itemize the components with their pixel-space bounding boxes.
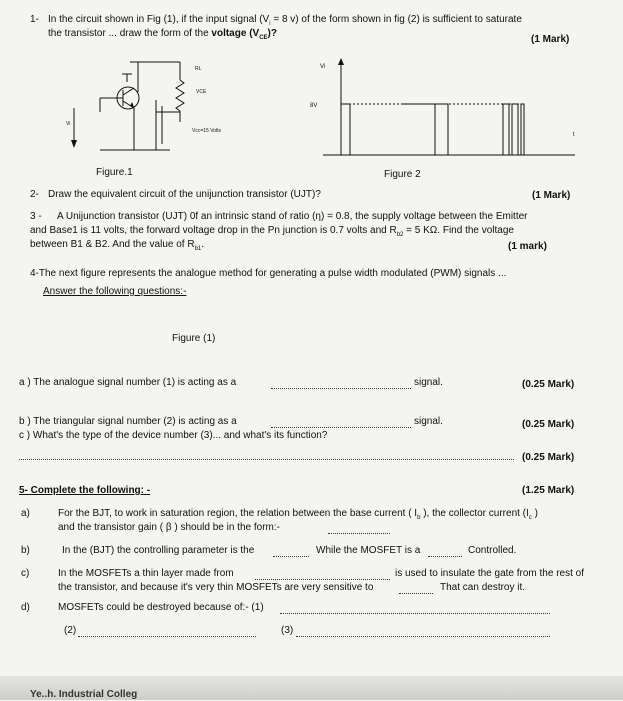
q4-a-tail: signal. <box>414 377 443 388</box>
q3-line3-text: between B1 & B2. And the value of R <box>30 239 195 250</box>
fig2-level: 8V <box>310 103 318 109</box>
q5-d-blank2[interactable] <box>78 636 256 637</box>
q5-a-line1-b: ), the collector current (I <box>423 508 529 519</box>
q4-figure-caption: Figure (1) <box>172 333 216 344</box>
q3-line1: A Unijunction transistor (UJT) 0f an intrinsic stand of ratio (η) = 0.8, the supply voltage between the Emitter <box>57 211 528 222</box>
q2-number: 2- <box>30 189 39 200</box>
q5-c-line2b: That can destroy it. <box>440 582 526 593</box>
q5-b-blank1[interactable] <box>273 556 309 557</box>
q1-line2-c: )? <box>267 28 277 39</box>
q5-b-text3: Controlled. <box>468 545 517 556</box>
q1-line1-text: In the circuit shown in Fig (1), if the input signal (V <box>48 14 270 25</box>
q5-a-line1-c: ) <box>534 508 538 519</box>
q5-d-blank1[interactable] <box>280 613 550 614</box>
q1-line2 <box>48 28 277 44</box>
q4-b-blank[interactable] <box>271 427 411 428</box>
fig1-rl-text: R <box>195 66 199 72</box>
fig1-vcc-label <box>192 128 221 134</box>
fig1-vcc-value: =15 Volts <box>200 128 222 134</box>
q4-b-text: b ) The triangular signal number (2) is acting as a <box>19 416 237 427</box>
q5-a-blank[interactable] <box>328 533 390 534</box>
q4-b-tail: signal. <box>414 416 443 427</box>
q5-mark: (1.25 Mark) <box>522 485 575 496</box>
q5-b-text1: In the (BJT) the controlling parameter is the <box>62 545 255 556</box>
q3-line2-text: and Base1 is 11 volts, the forward voltage drop in the Pn junction is 0.7 volts and R <box>30 225 397 236</box>
q5-d-blank3[interactable] <box>296 636 550 637</box>
q5-b-text2: While the MOSFET is a <box>316 545 421 556</box>
fig1-vcc-sub: cc <box>195 128 201 134</box>
q5-c-line1a: In the MOSFETs a thin layer made from <box>58 568 234 579</box>
fig1-vi-label <box>66 121 70 127</box>
q5-d-line2b: (3) <box>281 625 294 636</box>
q5-b-label: b) <box>21 545 30 556</box>
q5-a-label: a) <box>21 508 30 519</box>
q5-b-blank2[interactable] <box>428 556 462 557</box>
footer-text: Ye..h. Industrial Colleg <box>30 689 138 700</box>
q4-b-mark: (0.25 Mark) <box>522 419 575 430</box>
q1-sub-ce: CE <box>259 35 268 41</box>
q3-number: 3 - <box>30 211 42 222</box>
q4-c-mark: (0.25 Mark) <box>522 452 575 463</box>
fig1-rl-label <box>195 66 201 72</box>
fig1-vce-label <box>196 89 206 95</box>
q2-text: Draw the equivalent circuit of the unijunction transistor (UJT)? <box>48 189 321 200</box>
figure2-waveform <box>305 55 585 165</box>
q4-a-blank[interactable] <box>271 388 411 389</box>
q5-c-blank1[interactable] <box>255 579 390 580</box>
q5-a-sub-b: b <box>417 515 421 521</box>
q3-line2-end: = 5 KΩ. Find the voltage <box>406 225 514 236</box>
q4-a-mark: (0.25 Mark) <box>522 379 575 390</box>
fig1-vce-sub: CE <box>199 89 207 95</box>
q1-sub-i: i <box>269 21 271 27</box>
q1-line2-a: the transistor ... draw the form of the <box>48 28 212 39</box>
q1-line2-b: voltage (V <box>211 28 260 39</box>
q5-heading: 5- Complete the following: - <box>19 485 151 496</box>
fig1-vi-sub: i <box>69 121 71 127</box>
q3-line3-sub: b1 <box>194 246 202 252</box>
q2-mark: (1 Mark) <box>532 190 571 201</box>
fig1-vce-text: V <box>196 89 200 95</box>
q5-a-sub-c: c <box>528 515 532 521</box>
q4-a-text: a ) The analogue signal number (1) is acting as a <box>19 377 237 388</box>
q4-c-text: c ) What's the type of the device number (3)... and what's its function? <box>19 430 328 441</box>
q5-a-line1-a: For the BJT, to work in saturation region, the relation between the base current ( I <box>58 508 418 519</box>
q4-intro: 4-The next figure represents the analogue method for generating a pulse width modulated (PWM) signals ... <box>30 268 507 279</box>
q5-c-line1b: is used to insulate the gate from the rest of <box>395 568 584 579</box>
q4-answer-heading: Answer the following questions:- <box>43 286 187 297</box>
figure2-caption: Figure 2 <box>384 169 421 180</box>
fig1-vcc-text: V <box>192 128 196 134</box>
q5-c-line2a: the transistor, and because it's very thin MOSFETs are very sensitive to <box>58 582 374 593</box>
q1-line1-text-b: = 8 v) of the form shown in fig (2) is sufficient to saturate <box>273 14 522 25</box>
fig1-vi-text: V <box>66 121 70 127</box>
fig2-x-label: t <box>573 132 575 138</box>
q5-c-label: c) <box>21 568 30 579</box>
q1-mark: (1 Mark) <box>531 34 570 45</box>
q3-line2-sub: b2 <box>396 232 404 238</box>
q5-d-line2a: (2) <box>64 625 77 636</box>
q5-d-line1: MOSFETs could be destroyed because of:- (1) <box>58 602 264 613</box>
q4-c-blank[interactable] <box>19 459 514 460</box>
figure1-caption: Figure.1 <box>96 167 133 178</box>
q3-line3 <box>30 239 204 255</box>
q3-mark: (1 mark) <box>508 241 547 252</box>
q3-line3-end: . <box>201 239 205 250</box>
q1-number: 1- <box>30 14 39 25</box>
fig1-rl-sub: L <box>198 66 202 72</box>
q5-c-blank2[interactable] <box>399 593 433 594</box>
fig2-y-label: Vi <box>320 64 326 70</box>
q5-d-label: d) <box>21 602 30 613</box>
q5-a-line2: and the transistor gain ( β ) should be in the form:- <box>58 522 280 533</box>
